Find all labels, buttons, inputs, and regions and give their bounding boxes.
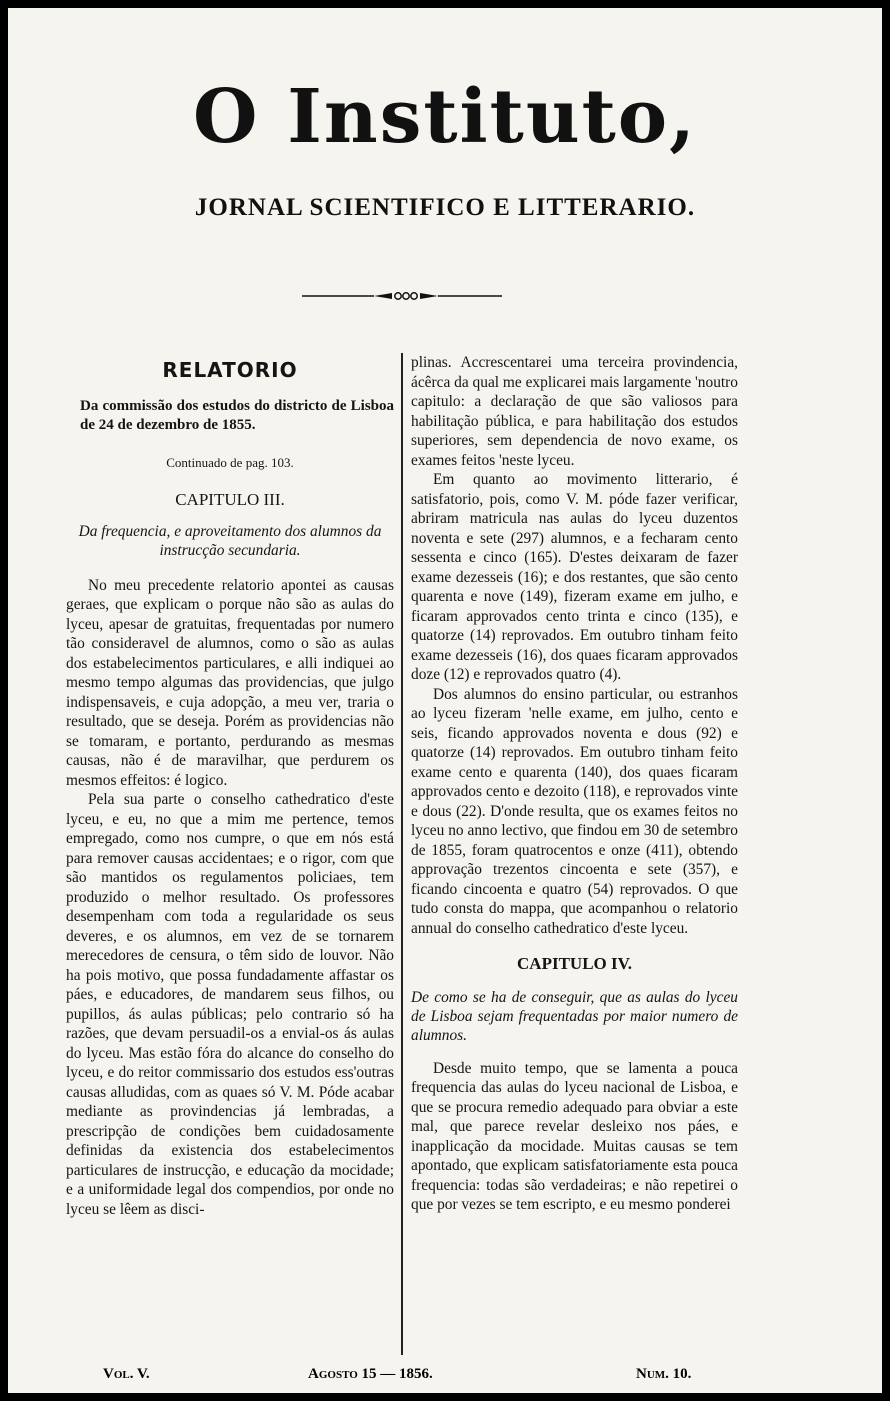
chapter-3-title: CAPITULO III.	[175, 490, 285, 509]
left-column	[66, 353, 394, 1219]
chapter-4-title: CAPITULO IV.	[517, 954, 632, 973]
right-column	[411, 353, 738, 1215]
statistics-paragraph: Em quanto ao movimento litterario, é satisfatorio, pois, como V. M. póde fazer verificar, abriram matricula nas aulas do lyceu duzentos noventa e sete (297) alumnos, e a fecharam cento sessenta e cinco (165). D'estes deixaram de fazer exame dezesseis (16); e dos restantes, que são cento quarenta e nove (149), fizeram exame em julho, e ficaram approvados cento trinta e cinco (135), e quatorze (14) reprovados. Em outubro tinham feito exame dezesseis (16), dos quaes ficaram approvados doze (12) e reprovados quatro (4).	[411, 471, 738, 683]
chapter-3-paragraph: No meu precedente relatorio apontei as causas geraes, que explicam o porque não são as aulas do lyceu, apesar de gratuitas, frequentadas por numero tão consideravel de alumnos, como o são as aulas dos estabelecimentos particulares, e alli indiquei ao mesmo tempo algumas das providencias, que julgo indispensaveis, e cuja adopção, a meu ver, traria o resultado, que se deseja. Porém as providencias não se tomaram, e portanto, perdurando as mesmas causas, não é de maravilhar, que perdurem os mesmos effeitos: é logico.	[66, 576, 394, 789]
ornament-divider-icon	[302, 291, 502, 301]
issue-date: Agosto 15 — 1856.	[308, 1366, 433, 1382]
issue-number: Num. 10.	[636, 1366, 692, 1382]
statistics-paragraph: Dos alumnos do ensino particular, ou estranhos ao lyceu fizeram 'nelle exame, em julho, cento e seis, ficando approvados noventa e dous (92) e quatorze (14) reprovados. Em outubro tinham feito exame cento e quarenta (140), dos quaes ficaram approvados cento e dezoito (118), e reprovados vinte e dous (22). D'onde resulta, que os exames feitos no lyceu no anno lectivo, que findou em 30 de setembro de 1855, foram quatrocentos e onze (411), obtendo approvação trezentos cincoenta e sete (357), e ficando cincoenta e quatro (54) reprovados. O que tudo consta do mappa, que acompanhou o relatorio annual do conselho cathedratico d'este lyceu.	[411, 685, 738, 937]
journal-subtitle: JORNAL SCIENTIFICO E LITTERARIO.	[194, 194, 696, 221]
chapter-4-subtitle: De como se ha de conseguir, que as aulas do lyceu de Lisboa sejam frequentadas por maior numero de alumnos.	[411, 988, 738, 1044]
report-subheading: Da commissão dos estudos do districto de Lisboa de 24 de dezembro de 1855.	[80, 397, 394, 433]
chapter-3-paragraph: Pela sua parte o conselho cathedratico d'este lyceu, e eu, no que a mim me pertence, temos empregado, como nos cumpre, o que em nós está para remover causas accidentaes; e o rigor, com que são mantidos os regulamentos policiaes, tem produzido o melhor resultado. Os professores desempenham com toda a regularidade os seus deveres, e os alumnos, em vez de se tornarem merecedores de censura, o têm sido de louvor. Não ha pois motivo, que possa fundadamente affastar os páes, e educadores, de mandarem seus filhos, ou pupillos, ás aulas públicas; pelo contrario só ha razões, que devam persuadil-os a envial-os ás aulas do lyceu. Mas estão fóra do alcance do conselho do lyceu, e do reitor commissario dos estudos ess'outras causas alludidas, com as quaes só V. M. Póde acabar mediante as provindencias já lembradas, a prescripção de condições bem cuidadosamente definidas da existencia dos estabelecimentos particulares de instrucção, e educação da mocidade; e a uniformidade legal dos compendios, por onde no lyceu se lêem as disci-	[66, 791, 394, 1218]
masthead	[8, 74, 882, 222]
column-divider	[401, 353, 403, 1355]
chapter-4-paragraph: Desde muito tempo, que se lamenta a pouca frequencia das aulas do lyceu nacional de Lisboa, e que se procura remedio adequado para obviar a este mal, que parece revelar desleixo nos páes, e inapplicação da mocidade. Muitas causas se tem apontado, que explicam satisfatoriamente esta pouca frequencia: todas são verdadeiras; e não repetirei o que por vezes se tem escripto, e eu mesmo ponderei	[411, 1059, 738, 1213]
continued-note: Continuado de pag. 103.	[166, 454, 294, 470]
spacer	[411, 1045, 738, 1059]
page-footer	[8, 1366, 882, 1388]
journal-title: O Instituto,	[193, 74, 697, 160]
chapter-3-subtitle: Da frequencia, e aproveitamento dos alumnos da instrucção secundaria.	[78, 522, 382, 559]
newspaper-page	[8, 8, 882, 1393]
continued-paragraph: plinas. Accrescentarei uma terceira provindencia, ácêrca da qual me explicarei mais largamente 'noutro capitulo: a declaração de que são valiosos para habilitação pública, e para habilitação dos estudos superiores, sem dependencia de novo exame, os exames feitos 'neste lyceu.	[411, 354, 738, 469]
volume-label: Vol. V.	[103, 1366, 150, 1382]
report-heading: RELATORIO	[162, 358, 298, 382]
